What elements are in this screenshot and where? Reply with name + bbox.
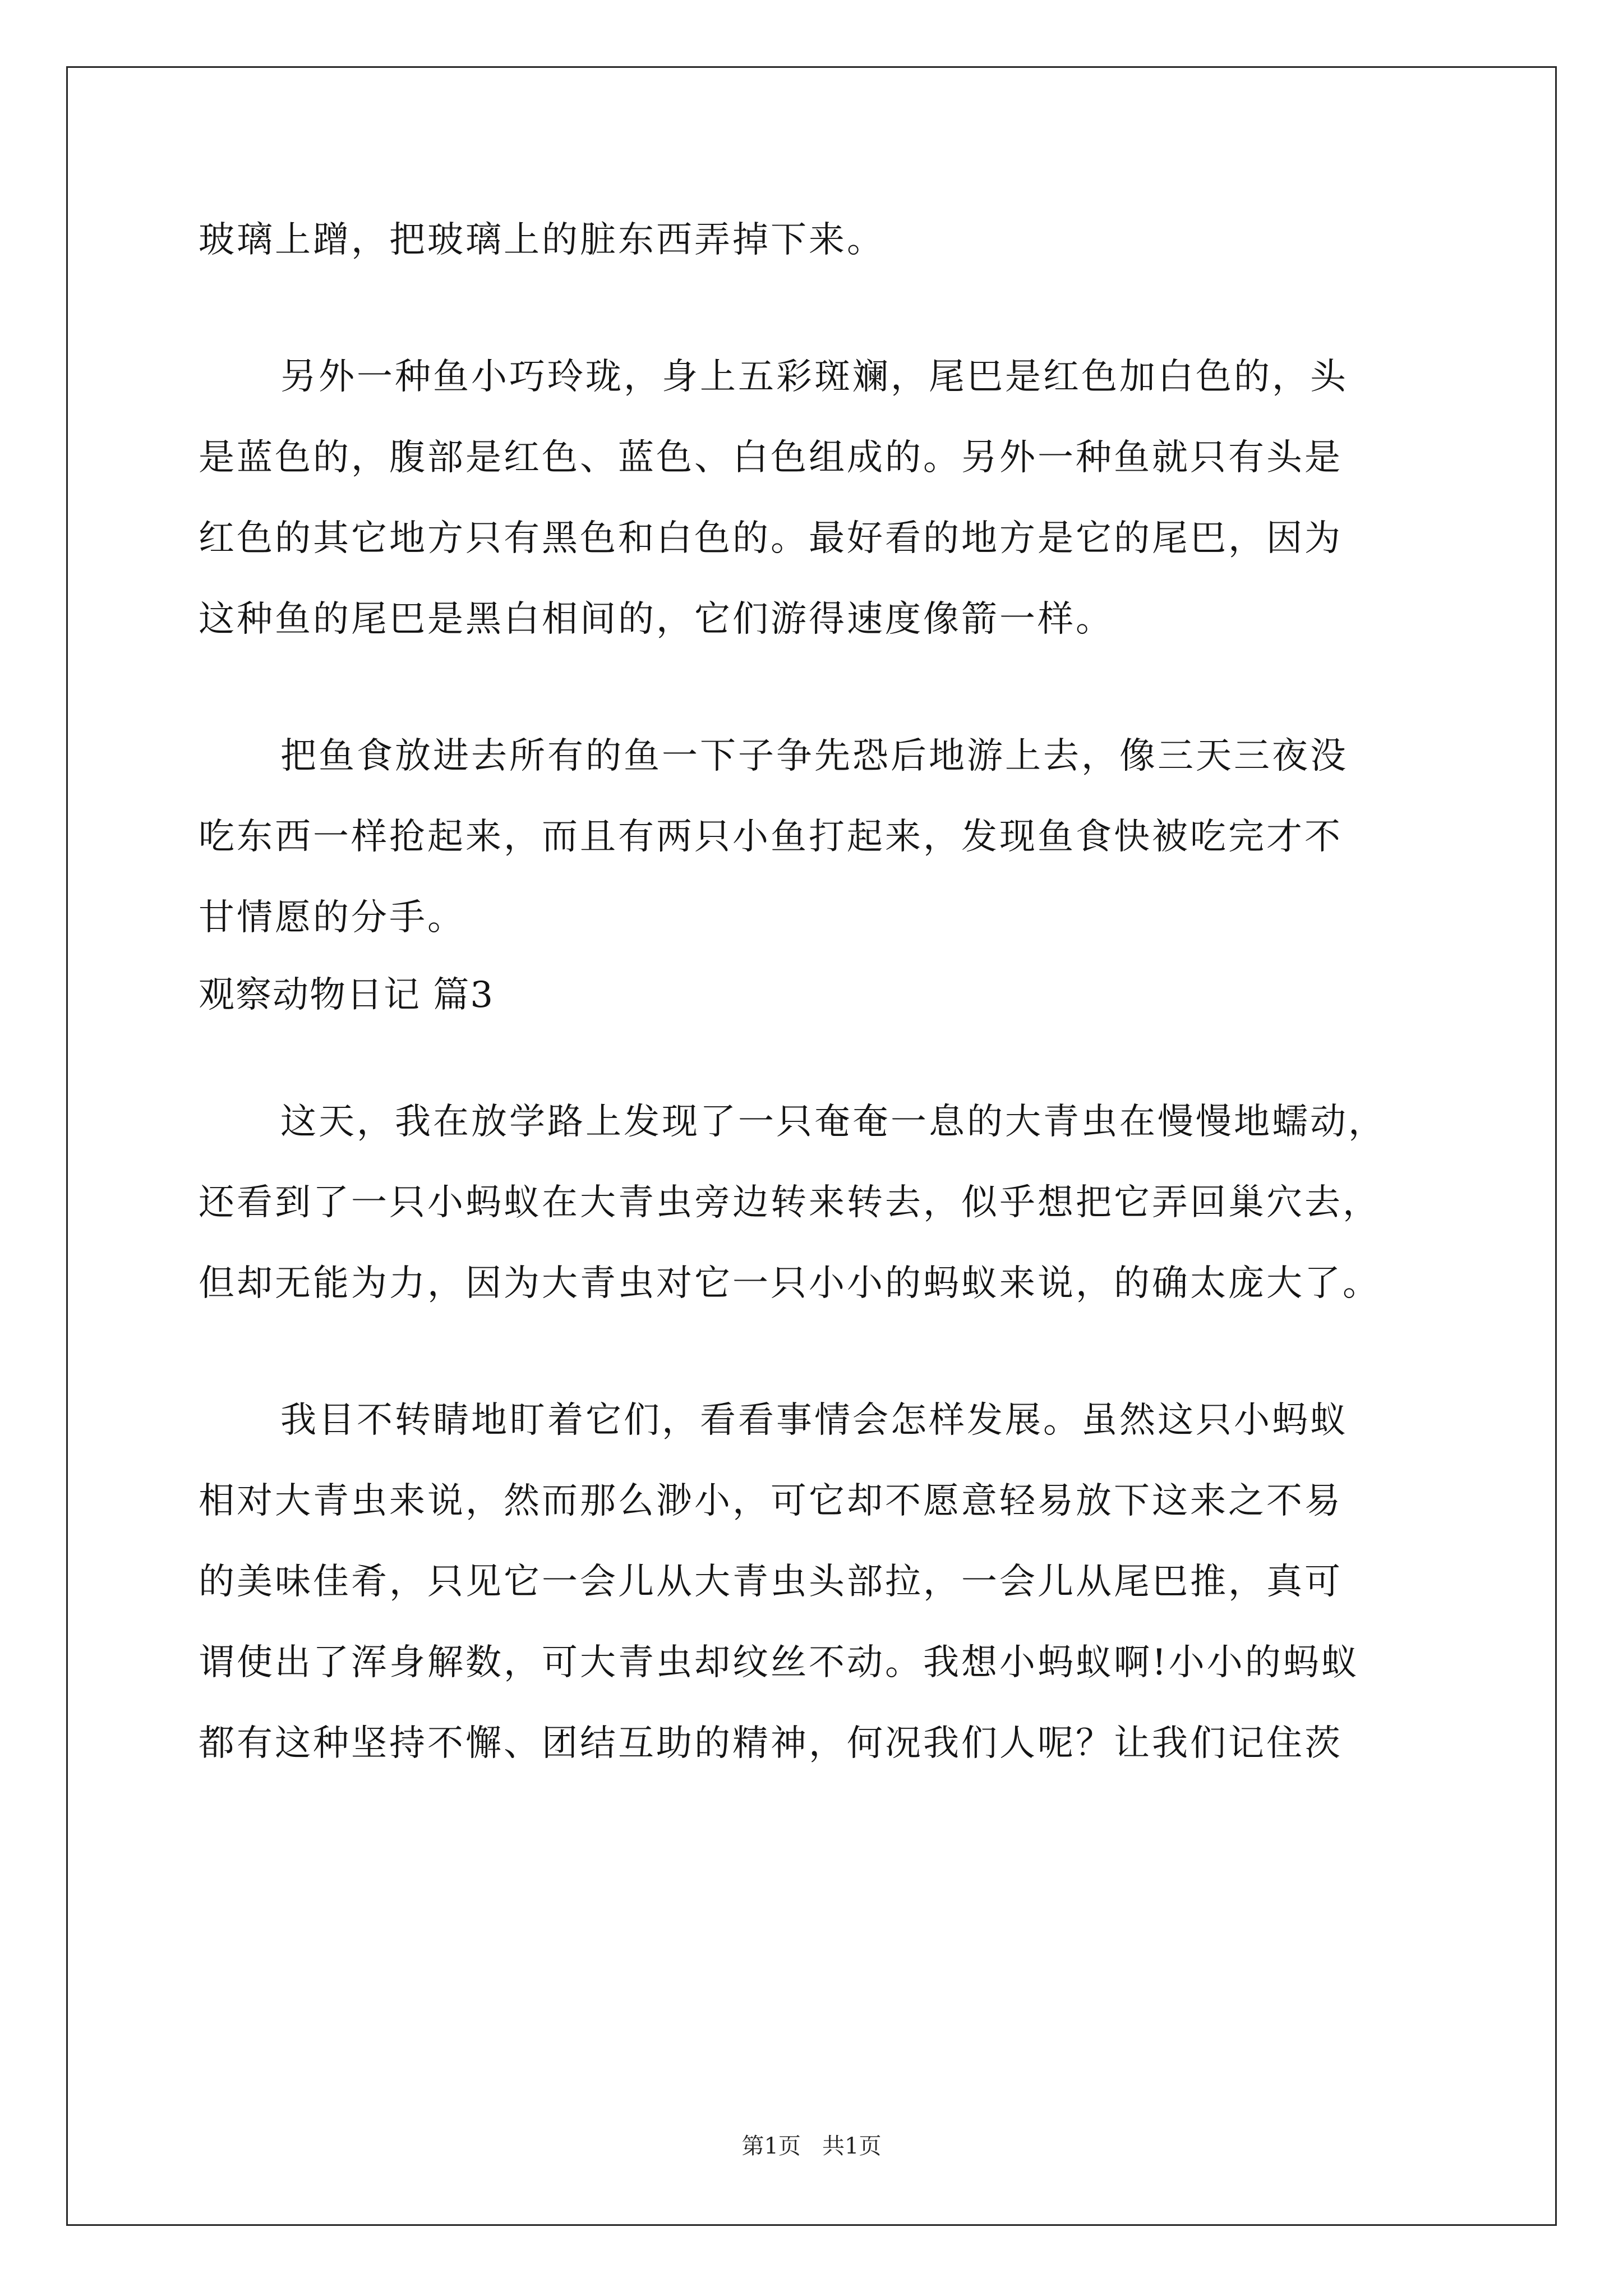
paragraph-line: 红色的其它地方只有黑色和白色的。最好看的地方是它的尾巴，因为 <box>199 518 1343 559</box>
paragraph-line: 的美味佳肴，只见它一会儿从大青虫头部拉，一会儿从尾巴推，真可 <box>199 1561 1343 1603</box>
paragraph-line: 都有这种坚持不懈、团结互助的精神，何况我们人呢？让我们记住茨 <box>199 1723 1343 1764</box>
paragraph-line: 但却无能为力，因为大青虫对它一只小小的蚂蚁来说，的确太庞大了。 <box>199 1263 1381 1304</box>
paragraph-line: 另外一种鱼小巧玲珑，身上五彩斑斓，尾巴是红色加白色的，头 <box>280 356 1348 398</box>
paragraph-line: 我目不转睛地盯着它们，看看事情会怎样发展。虽然这只小蚂蚁 <box>280 1400 1348 1441</box>
paragraph-line: 甘情愿的分手。 <box>199 897 465 938</box>
paragraph-line: 这天，我在放学路上发现了一只奄奄一息的大青虫在慢慢地蠕动， <box>280 1101 1386 1143</box>
page-footer: 第1页 共1页 <box>741 2133 882 2159</box>
paragraph-line: 玻璃上蹭，把玻璃上的脏东西弄掉下来。 <box>199 219 885 261</box>
paragraph-line: 还看到了一只小蚂蚁在大青虫旁边转来转去，似乎想把它弄回巢穴去， <box>199 1182 1381 1223</box>
paragraph-line: 相对大青虫来说，然而那么渺小，可它却不愿意轻易放下这来之不易 <box>199 1480 1343 1522</box>
paragraph-line: 这种鱼的尾巴是黑白相间的，它们游得速度像箭一样。 <box>199 599 1114 640</box>
section-heading: 观察动物日记 篇3 <box>199 974 495 1016</box>
paragraph-line: 是蓝色的，腹部是红色、蓝色、白色组成的。另外一种鱼就只有头是 <box>199 437 1343 478</box>
paragraph-line: 谓使出了浑身解数，可大青虫却纹丝不动。我想小蚂蚁啊!小小的蚂蚁 <box>199 1642 1359 1683</box>
paragraph-line: 把鱼食放进去所有的鱼一下子争先恐后地游上去，像三天三夜没 <box>280 735 1348 777</box>
paragraph-line: 吃东西一样抢起来，而且有两只小鱼打起来，发现鱼食快被吃完才不 <box>199 816 1343 858</box>
